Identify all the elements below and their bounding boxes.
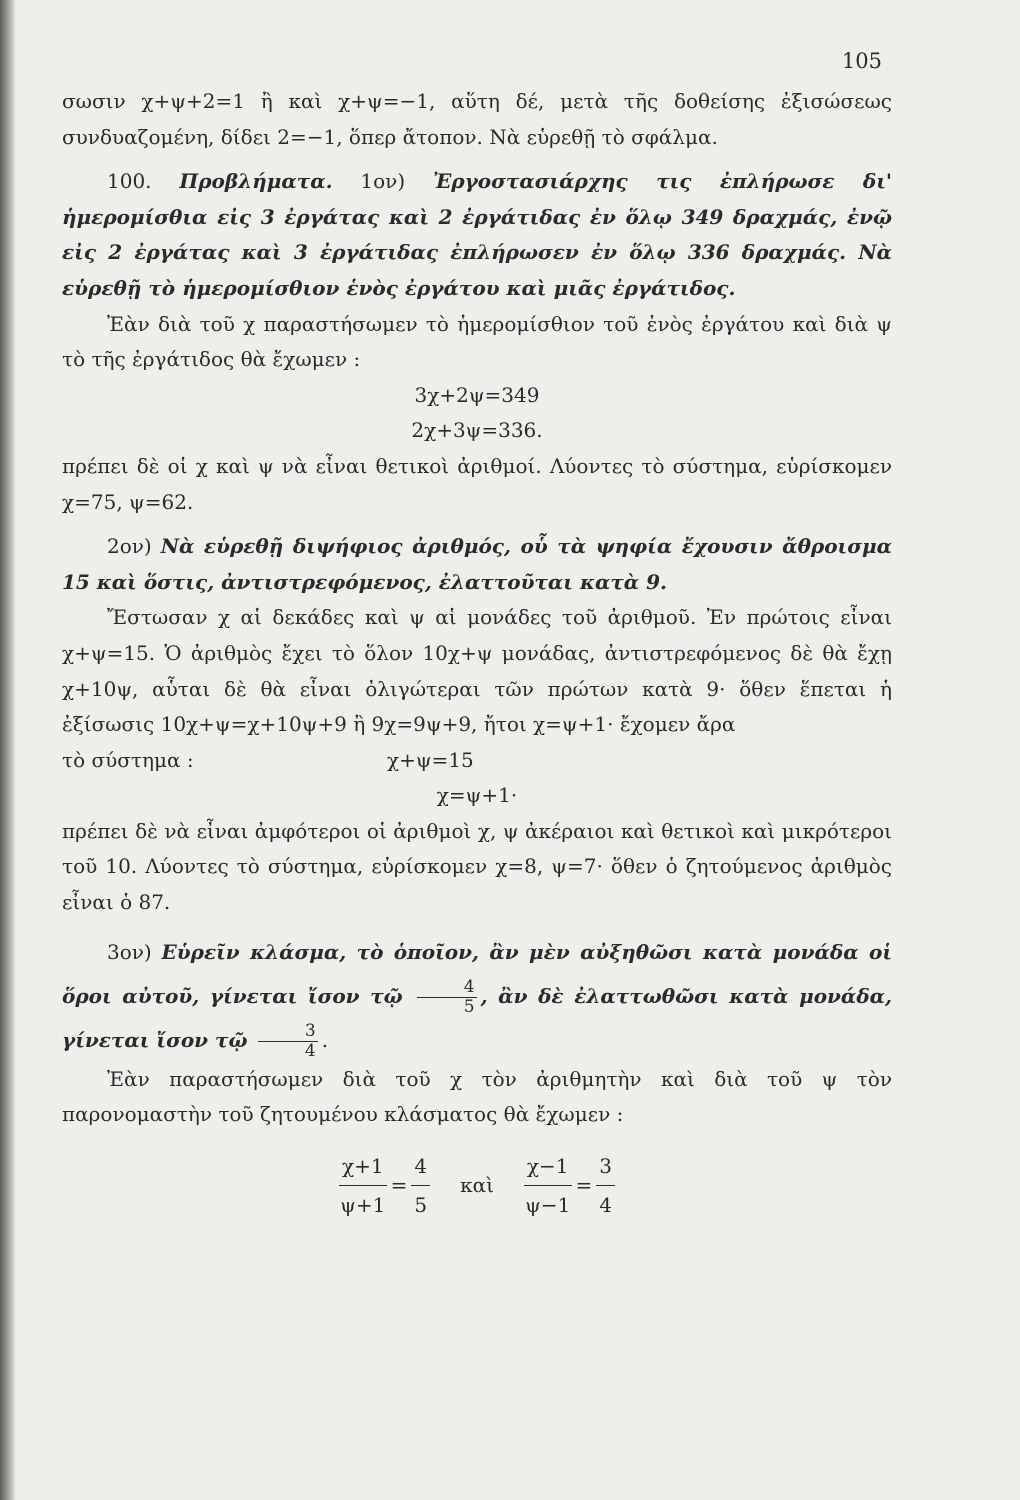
fraction-denominator: 4: [304, 1040, 316, 1061]
problem-2-equation-2: χ=ψ+1·: [436, 783, 518, 808]
fraction-four-fifths-large: [411, 1147, 430, 1224]
section-number: 100.: [107, 169, 152, 194]
problem-3-heading: [62, 930, 892, 1062]
fraction-numerator: 4: [417, 978, 477, 998]
fraction-three-quarters-large: [596, 1147, 615, 1224]
fraction-numerator: χ−1: [524, 1147, 572, 1186]
fraction-numerator: 4: [411, 1147, 430, 1186]
conjunction-and: καὶ: [460, 1172, 494, 1197]
problem-1-label: 1ον): [360, 169, 406, 194]
equals-sign: =: [390, 1172, 408, 1197]
problem-1-solution: πρέπει δὲ οἱ χ καὶ ψ νὰ εἶναι θετικοὶ ἀριθμοί. Λύοντες τὸ σύστημα, εὑρίσκομεν χ=75, ψ=62.: [62, 453, 892, 514]
fraction-denominator: ψ+1: [340, 1192, 386, 1217]
problem-3-setup: Ἐὰν παραστήσωμεν διὰ τοῦ χ τὸν ἀριθμητὴν καὶ διὰ τοῦ ψ τὸν παρονομαστὴν τοῦ ζητουμένου κλάσματος θὰ ἔχωμεν :: [62, 1066, 892, 1127]
problem-1-setup: Ἐὰν διὰ τοῦ χ παραστήσωμεν τὸ ἡμερομίσθιον τοῦ ἑνὸς ἐργάτου καὶ διὰ ψ τὸ τῆς ἐργάτιδος θὰ ἔχωμεν :: [62, 311, 892, 372]
problem-3-label: 3ον): [107, 939, 152, 964]
book-page: [62, 38, 892, 1224]
problem-2-label: 2ον): [107, 534, 152, 559]
fraction-x-minus-1-over-y-minus-1: [524, 1147, 572, 1224]
page-number: 105: [841, 49, 882, 73]
problem-2-solution: πρέπει δὲ νὰ εἶναι ἀμφότεροι οἱ ἀριθμοὶ χ, ψ ἀκέραιοι καὶ θετικοὶ καὶ μικρότεροι τοῦ 10. Λύοντες τὸ σύστημα, εὑρίσκομεν χ=8, ψ=7· ὅθεν ὁ ζητούμενος ἀριθμὸς εἶναι ὁ 87.: [62, 818, 892, 915]
equals-sign: =: [575, 1172, 593, 1197]
fraction-denominator: 4: [599, 1192, 613, 1217]
fraction-denominator: 5: [463, 996, 475, 1017]
fraction-four-fifths: [417, 978, 477, 1017]
fraction-numerator: χ+1: [339, 1147, 387, 1186]
fraction-denominator: 5: [414, 1192, 428, 1217]
problem-2-setup: Ἔστωσαν χ αἱ δεκάδες καὶ ψ αἱ μονάδες τοῦ ἀριθμοῦ. Ἐν πρώτοις εἶναι χ+ψ=15. Ὁ ἀριθμὸς ἔχει τὸ ὅλον 10χ+ψ μονάδας, ἀντιστρεφόμενος δὲ θὰ ἔχῃ χ+10ψ, αὗται δὲ θὰ εἶναι ὀλιγώτεραι τῶν πρώτων κατὰ 9· ὅθεν ἕπεται ἡ ἐξίσωσις 10χ+ψ=χ+10ψ+9 ἢ 9χ=9ψ+9, ἤτοι χ=ψ+1· ἔχομεν ἄρα: [62, 605, 892, 737]
section-title: Προβλήματα.: [179, 169, 333, 194]
problem-1-heading: [62, 164, 892, 306]
problem-3-period: .: [321, 1027, 329, 1052]
problem-2-statement: Νὰ εὑρεθῇ διψήφιος ἀριθμός, οὗ τὰ ψηφία ἔχουσιν ἄθροισμα 15 καὶ ὅστις, ἀντιστρεφόμενος, ἐλαττοῦται κατὰ 9.: [62, 534, 893, 594]
fraction-numerator: 3: [596, 1147, 615, 1186]
page-edge-shadow: [0, 0, 16, 1500]
problem-2-system-label: τὸ σύστημα :: [62, 747, 194, 772]
problem-1-statement: Ἐργοστασιάρχης τις ἐπλήρωσε δι' ἡμερομίσθια εἰς 3 ἐργάτας καὶ 2 ἐργάτιδας ἐν ὅλῳ 349 δραχμάς, ἐνῷ εἰς 2 ἐργάτας καὶ 3 ἐργάτιδας ἐπλήρωσεν ἐν ὅλῳ 336 δραχμάς. Νὰ εὑρεθῇ τὸ ἡμερομίσθιον ἑνὸς ἐργάτου καὶ μιᾶς ἐργάτιδος.: [62, 169, 893, 300]
continuation-paragraph: σωσιν χ+ψ+2=1 ἢ καὶ χ+ψ=−1, αὕτη δέ, μετὰ τῆς δοθείσης ἐξισώσεως συνδυαζομένη, δίδει 2=−1, ὅπερ ἄτοπον. Νὰ εὑρεθῇ τὸ σφάλμα.: [62, 89, 892, 149]
problem-3-statement-part-1: Εὑρεῖν κλάσμα, τὸ ὁποῖον, ἂν μὲν αὐξηθῶσι κατὰ μονάδα οἱ ὅροι αὐτοῦ, γίνεται ἴσον τῷ: [62, 939, 892, 1008]
problem-2-system-row: [62, 743, 892, 779]
problem-2-equation-1: χ+ψ=15: [387, 747, 474, 772]
problem-2-heading: [62, 529, 892, 600]
problem-1-equation-2: 2χ+3ψ=336.: [411, 418, 543, 443]
problem-3-statement-part-2: , ἂν δὲ ἐλαττωθῶσι κατὰ μονάδα, γίνεται ἴσον τῷ: [62, 983, 893, 1052]
problem-1-equation-1: 3χ+2ψ=349: [414, 382, 540, 407]
fraction-denominator: ψ−1: [525, 1192, 571, 1217]
problem-3-equations: [62, 1147, 892, 1224]
fraction-x-plus-1-over-y-plus-1: [339, 1147, 387, 1224]
fraction-three-quarters: [258, 1022, 318, 1061]
fraction-numerator: 3: [258, 1022, 318, 1042]
